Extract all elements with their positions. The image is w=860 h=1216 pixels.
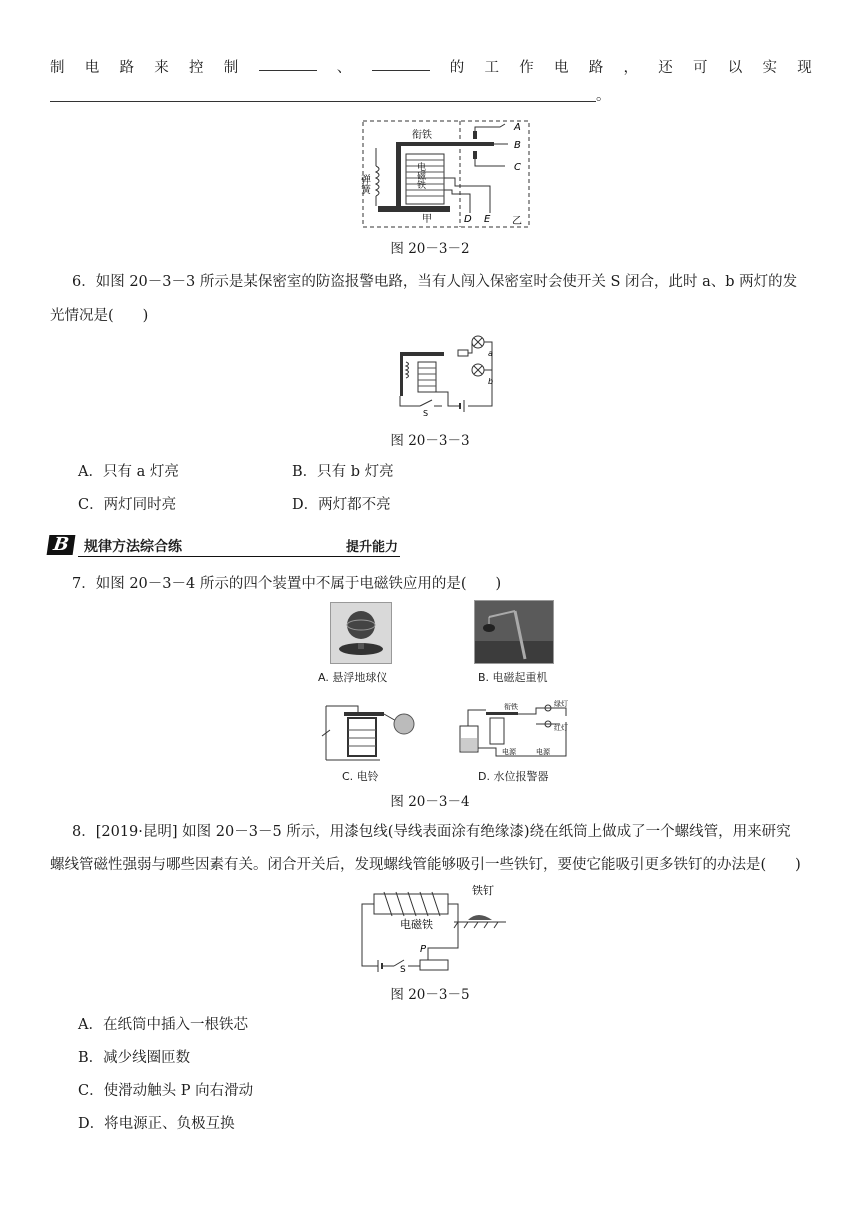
- q5-char: 以: [727, 60, 743, 76]
- contact-top: [473, 131, 477, 139]
- armature-bar: [400, 352, 444, 356]
- q8-stem-line2: 螺线管磁性强弱与哪些因素有关。闭合开关后，发现螺线管能够吸引一些铁钉，要使它能吸引更多铁钉的办法是( ): [50, 857, 801, 873]
- section-header: [48, 534, 400, 558]
- spring-coil: [376, 166, 379, 196]
- q5-char: 可: [693, 60, 708, 76]
- q5-char: 还: [658, 60, 673, 76]
- label-jia: 甲: [422, 214, 432, 225]
- q5-char: 制: [223, 60, 239, 76]
- water-alarm-diagram: [456, 700, 574, 762]
- q5-char: 路: [588, 60, 604, 76]
- q8-option-c[interactable]: C．使滑动触头 P 向右滑动: [78, 1083, 254, 1099]
- q5-char: 制: [50, 60, 65, 76]
- q5-char: 现: [797, 60, 812, 76]
- relay-post: [400, 352, 403, 396]
- q5-fill-line: [50, 56, 812, 77]
- label-a: a: [488, 349, 493, 358]
- terminal-A: A: [514, 122, 521, 133]
- q5-char: 实: [762, 60, 777, 76]
- contact: [458, 350, 468, 356]
- relay-diagram: [360, 118, 532, 230]
- globe-icon: [347, 611, 375, 639]
- wire-C: [475, 159, 505, 166]
- rheostat: [420, 960, 448, 970]
- q6-option-c[interactable]: C．两灯同时亮: [78, 497, 177, 513]
- q6-option-a[interactable]: A．只有 a 灯亮: [78, 464, 179, 480]
- label-p: P: [420, 944, 427, 955]
- q5-char: 工: [484, 60, 499, 76]
- switch-s: [420, 400, 432, 406]
- section-title: 规律方法综合练: [84, 539, 182, 555]
- label-power-2: 电源: [536, 748, 550, 756]
- label-armature-d: 衔铁: [504, 703, 518, 711]
- label-electromagnet: 电磁铁: [400, 918, 433, 931]
- terminal-E: E: [484, 214, 491, 225]
- crane-photo: [474, 600, 554, 664]
- relay-base: [378, 206, 450, 212]
- wire-A: [475, 124, 505, 131]
- answer-blank-2[interactable]: [372, 56, 430, 71]
- relay-post: [396, 144, 401, 208]
- paper-tube: [374, 894, 448, 914]
- q5-comma: ，: [623, 60, 638, 76]
- label-green-lamp: 绿灯: [554, 700, 568, 708]
- magnet-icon: [483, 624, 495, 632]
- q8-option-b[interactable]: B．减少线圈匝数: [78, 1050, 191, 1066]
- q7-label-c: C. 电铃: [342, 770, 379, 783]
- q5-char: 路: [119, 60, 134, 76]
- label-yi: 乙: [512, 216, 522, 227]
- q8-option-a[interactable]: A．在纸筒中插入一根铁芯: [78, 1017, 248, 1033]
- alarm-electromagnet: [490, 718, 504, 744]
- electromagnet: [418, 362, 436, 392]
- label-power-1: 电源: [502, 748, 516, 756]
- terminal-C: C: [514, 162, 521, 173]
- figure-caption-2: 图 20－3－2: [390, 241, 470, 257]
- label-electromagnet: 电磁铁: [415, 162, 425, 189]
- globe-photo: [330, 602, 392, 664]
- terminal-B: B: [514, 140, 521, 151]
- contact-bottom: [473, 151, 477, 159]
- armature-bar: [396, 142, 494, 146]
- label-s: S: [423, 409, 429, 418]
- q5-char: 的: [449, 60, 465, 76]
- q6-stem-line1: 6．如图 20－3－3 所示是某保密室的防盗报警电路，当有人闯入保密室时会使开关 S 闭合，此时 a、b 两灯的发: [72, 274, 798, 290]
- label-red-lamp: 红灯: [554, 724, 568, 732]
- figure-caption-5: 图 20－3－5: [390, 987, 470, 1003]
- figure-caption-4: 图 20－3－4: [390, 794, 470, 810]
- answer-blank-1[interactable]: [259, 56, 317, 71]
- alarm-circuit-diagram: [392, 334, 500, 416]
- q5-char: 控: [189, 60, 204, 76]
- solenoid-coil: [384, 892, 440, 916]
- q6-option-d[interactable]: D．两灯都不亮: [292, 497, 391, 513]
- q7-label-d: D. 水位报警器: [478, 770, 549, 783]
- label-s: S: [400, 965, 406, 975]
- q6-option-b[interactable]: B．只有 b 灯亮: [292, 464, 394, 480]
- nails-icon: [468, 915, 492, 920]
- bell-icon: [394, 714, 414, 734]
- q5-char: 电: [84, 60, 100, 76]
- q5-char: 作: [519, 60, 534, 76]
- q7-label-a: A. 悬浮地球仪: [318, 671, 388, 684]
- electromagnet-winding: [406, 160, 444, 196]
- q5-period: 。: [596, 88, 611, 104]
- q8-stem-line1: 8．[2019·昆明] 如图 20－3－5 所示，用漆包线(导线表面涂有绝缘漆)绕在纸筒上做成了一个螺线管，用来研究: [72, 824, 791, 840]
- label-spring-1: 弹簧: [358, 174, 370, 194]
- label-armature: 衔铁: [412, 130, 432, 141]
- spring-coil: [406, 362, 409, 378]
- terminal-D: D: [464, 214, 472, 225]
- q6-stem-line2: 光情况是( ): [50, 308, 149, 324]
- figure-caption-3: 图 20－3－3: [390, 433, 470, 449]
- q8-option-d[interactable]: D．将电源正、负极互换: [78, 1116, 235, 1132]
- coil-wire-1: [444, 178, 490, 213]
- section-logo-b: B: [47, 535, 76, 555]
- q5-char: 来: [154, 60, 169, 76]
- q5-char: 电: [554, 60, 569, 76]
- q7-stem: 7．如图 20－3－4 所示的四个装置中不属于电磁铁应用的是( ): [72, 576, 502, 592]
- bell-armature: [344, 712, 384, 716]
- q5-separator: 、: [336, 60, 352, 76]
- label-nails: 铁钉: [472, 884, 494, 897]
- bell-diagram: [318, 700, 420, 762]
- section-subtitle: 提升能力: [345, 540, 398, 555]
- solenoid-circuit-diagram: [356, 882, 516, 975]
- q7-label-b: B. 电磁起重机: [478, 671, 548, 684]
- u-magnet: [348, 718, 376, 756]
- label-b: b: [488, 377, 494, 386]
- answer-blank-3[interactable]: [50, 100, 596, 102]
- section-rule: [78, 556, 400, 557]
